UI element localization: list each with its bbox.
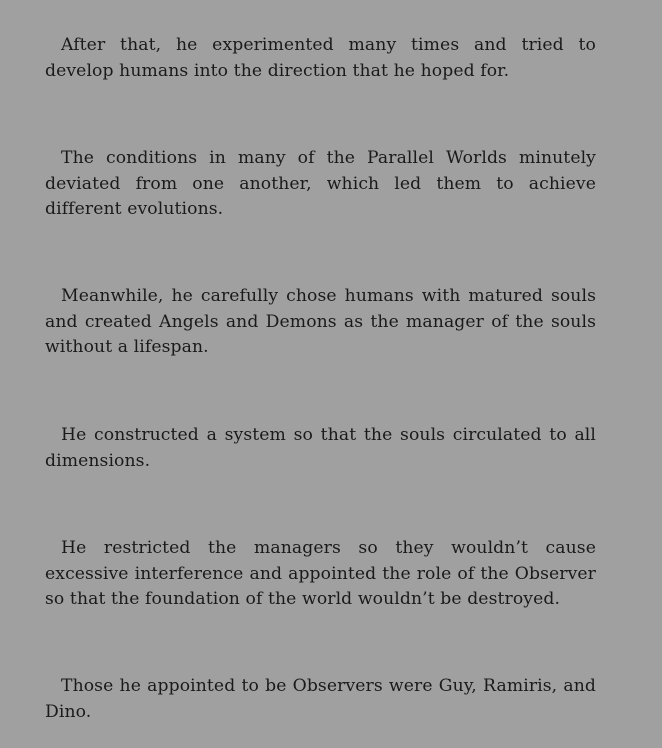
paragraph-6: Those he appointed to be Observers were Guy, Ramiris, and Dino. (45, 676, 596, 722)
paragraph-1: After that, he experimented many times and tried to develop humans into the direction that he hoped for. (45, 35, 596, 81)
paragraph-3: Meanwhile, he carefully chose humans with matured souls and created Angels and Demons as the manager of the souls without a lifespan. (45, 286, 596, 357)
paragraph-2: The conditions in many of the Parallel Worlds minutely deviated from one another, which led them to achieve different evolutions. (45, 148, 596, 219)
paragraph-5: He restricted the managers so they wouldn’t cause excessive interference and appointed the role of the Observer so that the foundation of the world wouldn’t be destroyed. (45, 538, 596, 609)
paragraph-4: He constructed a system so that the souls circulated to all dimensions. (45, 425, 596, 471)
